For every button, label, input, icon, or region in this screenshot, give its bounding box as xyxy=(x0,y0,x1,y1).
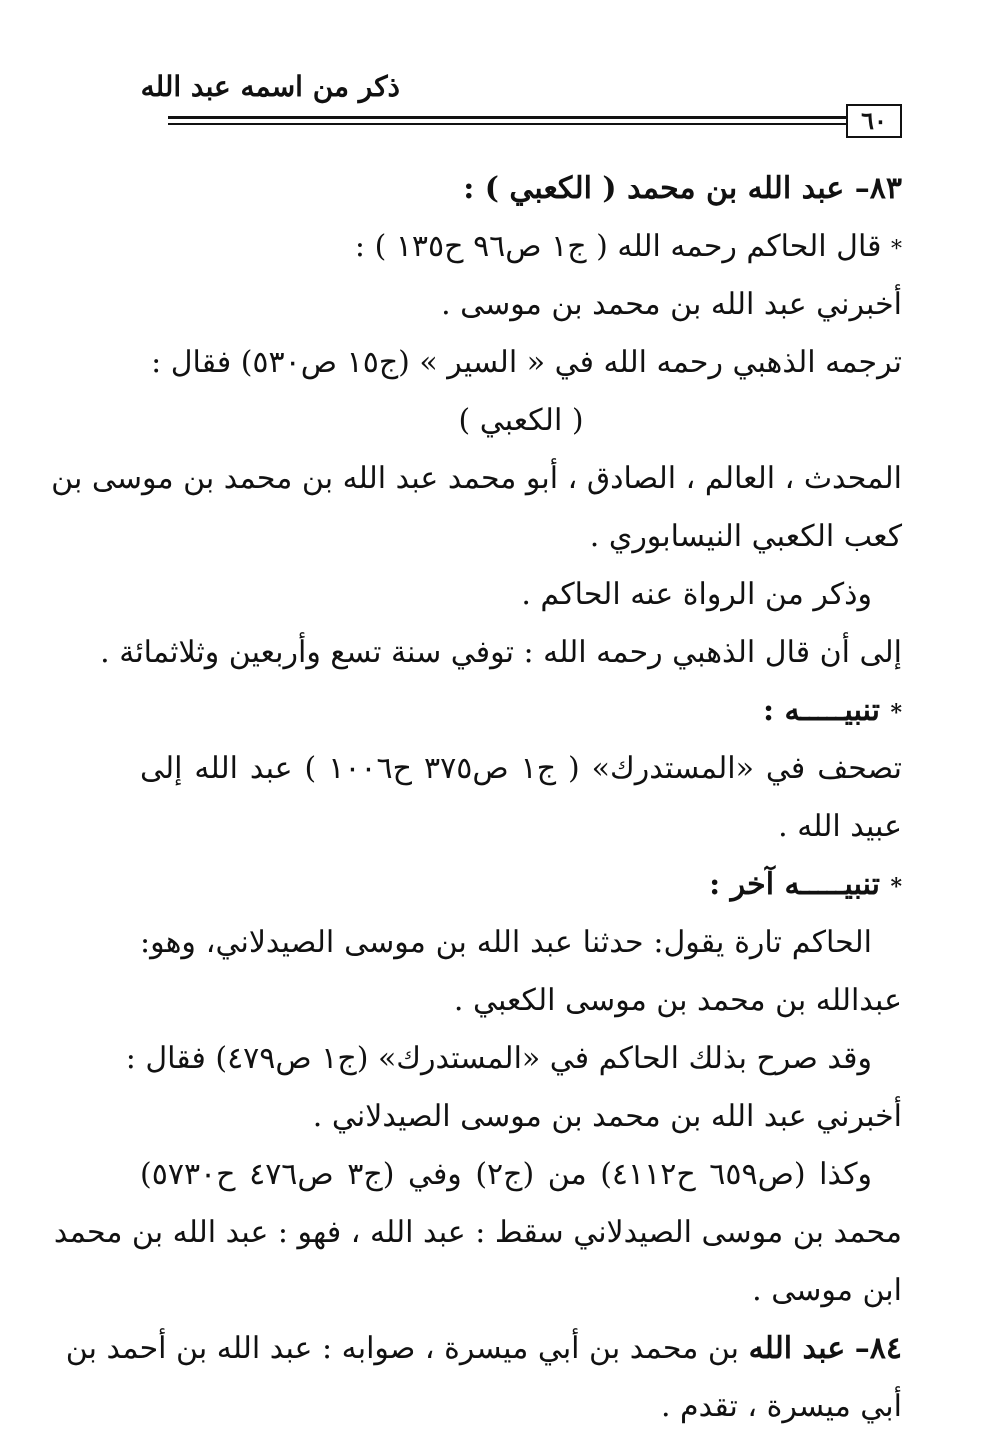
note-1-line-1: تصحف في «المستدرك» ( ج١ ص٣٧٥ ح١٠٠٦ ) عبد الله إلى xyxy=(140,751,903,786)
header-rule-thick xyxy=(168,116,846,119)
entry-84-number: ٨٤– xyxy=(854,1331,902,1366)
entry-83-line-6: وذكر من الرواة عنه الحاكم . xyxy=(521,577,872,612)
entry-83-line-5: كعب الكعبي النيسابوري . xyxy=(589,519,902,554)
entry-84-rest: بن محمد بن أبي ميسرة ، صوابه : عبد الله بن أحمد بن xyxy=(65,1331,740,1366)
entry-84-name: عبد الله xyxy=(748,1331,846,1366)
entry-83-title: عبد الله بن محمد ( الكعبي ) : xyxy=(463,171,845,206)
entry-83-heading xyxy=(140,160,902,218)
running-title: ذكر من اسمه عبد الله xyxy=(140,70,400,103)
note-2-line-7: ابن موسى . xyxy=(752,1273,902,1308)
note-2-line-5: وكذا (ص٦٥٩ ح٤١١٢) من (ج٢) وفي (ج٣ ص٤٧٦ ح٥٧٣٠) xyxy=(140,1157,872,1192)
note-2-line-4: أخبرني عبد الله بن محمد بن موسى الصيدلاني . xyxy=(312,1099,902,1134)
note-1-heading xyxy=(140,682,902,740)
note-2-line-6: محمد بن موسى الصيدلاني سقط : عبد الله ، فهو : عبد الله بن محمد xyxy=(53,1215,902,1250)
star-icon: * xyxy=(890,874,902,900)
note-2-heading xyxy=(140,856,902,914)
note-2-line-3: وقد صرح بذلك الحاكم في «المستدرك» (ج١ ص٤٧٩) فقال : xyxy=(125,1041,872,1076)
page-body xyxy=(51,160,903,1436)
note-1-line-2: عبيد الله . xyxy=(778,809,902,844)
note-2-line-1: الحاكم تارة يقول: حدثنا عبد الله بن موسى الصيدلاني، وهو: xyxy=(140,925,872,960)
note-1-label: تنبيـــــه : xyxy=(762,693,881,728)
entry-83-line-4: المحدث ، العالم ، الصادق ، أبو محمد عبد الله بن محمد بن موسى بن xyxy=(51,461,902,496)
entry-84-line-2: أبي ميسرة ، تقدم . xyxy=(660,1389,902,1424)
entry-83-line-2: أخبرني عبد الله بن محمد بن موسى . xyxy=(441,287,902,322)
entry-83-line-3: ترجمه الذهبي رحمه الله في « السير » (ج١٥ ص٥٣٠) فقال : xyxy=(151,345,902,380)
page-number: ٦٠ xyxy=(846,104,902,138)
entry-83-subheading: ( الكعبي ) xyxy=(458,403,584,438)
hakim-citation: قال الحاكم رحمه الله ( ج١ ص٩٦ ح١٣٥ ) : xyxy=(354,229,882,264)
entry-83-line-1 xyxy=(140,218,902,276)
entry-83-number: ٨٣– xyxy=(854,171,902,206)
header-rule-thin xyxy=(168,123,846,125)
entry-84-line-1 xyxy=(65,1320,902,1378)
note-2-line-2: عبدالله بن محمد بن موسى الكعبي . xyxy=(453,983,902,1018)
entry-83-line-7: إلى أن قال الذهبي رحمه الله : توفي سنة تسع وأربعين وثلاثمائة . xyxy=(100,635,902,670)
star-icon: * xyxy=(890,700,902,726)
star-icon: * xyxy=(891,237,902,262)
note-2-label: تنبيـــــه آخر : xyxy=(709,867,881,902)
